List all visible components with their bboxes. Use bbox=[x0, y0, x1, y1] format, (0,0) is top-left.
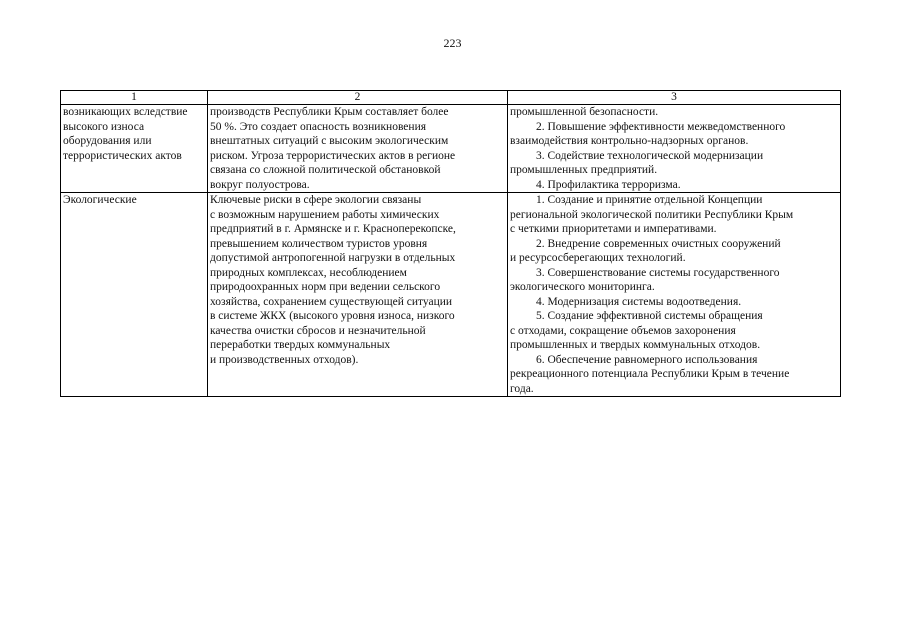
cell-text-line: промышленной безопасности. bbox=[510, 106, 659, 118]
cell-text-line: производств Республики Крым составляет более bbox=[210, 106, 449, 118]
cell-text-line: с четкими приоритетами и императивами. bbox=[510, 223, 717, 235]
risk-table bbox=[60, 90, 841, 397]
cell-text-line: и производственных отходов). bbox=[210, 353, 359, 366]
cell-text-line: взаимодействия контрольно-надзорных органов. bbox=[510, 135, 749, 147]
cell-text-line: региональной экологической политики Республики Крым bbox=[510, 208, 794, 221]
column-header: 1 bbox=[61, 91, 208, 105]
cell-text-line: промышленных предприятий. bbox=[510, 164, 658, 176]
cell-text-line: года. bbox=[510, 382, 534, 395]
table-row bbox=[61, 193, 841, 397]
cell-text-line: возникающих вследствие bbox=[63, 106, 188, 118]
cell-text-line: переработки твердых коммунальных bbox=[210, 339, 391, 351]
cell-text-line: 2. Повышение эффективности межведомственного bbox=[536, 120, 786, 133]
page-number: 223 bbox=[443, 36, 462, 50]
cell-text-line: 3. Совершенствование системы государственного bbox=[536, 266, 780, 279]
cell-text-line: связана со сложной политической обстановкой bbox=[210, 164, 441, 176]
cell-text-line: 3. Содействие технологической модернизации bbox=[536, 149, 764, 162]
table-cell-col3 bbox=[508, 105, 841, 193]
cell-text-line: промышленных и твердых коммунальных отходов. bbox=[510, 339, 761, 351]
cell-text-line: с возможным нарушением работы химических bbox=[210, 208, 440, 221]
cell-text-line: 4. Профилактика терроризма. bbox=[536, 178, 681, 191]
cell-text-line: риском. Угроза террористических актов в регионе bbox=[210, 149, 456, 162]
cell-text-line: природоохранных норм при ведении сельского bbox=[210, 281, 441, 293]
column-header: 3 bbox=[508, 91, 841, 105]
table-cell-col2 bbox=[208, 193, 508, 397]
table-cell-col3 bbox=[508, 193, 841, 397]
table-cell-col1 bbox=[61, 193, 208, 397]
table-row bbox=[61, 105, 841, 193]
cell-text-line: 50 %. Это создает опасность возникновения bbox=[210, 120, 427, 133]
cell-text-line: высокого износа bbox=[63, 120, 145, 133]
cell-text-line: рекреационного потенциала Республики Крым в течение bbox=[510, 368, 790, 380]
cell-text-line: 4. Модернизация системы водоотведения. bbox=[536, 295, 742, 308]
cell-text-line: и ресурсосберегающих технологий. bbox=[510, 252, 686, 264]
cell-text-line: 6. Обеспечение равномерного использования bbox=[536, 353, 758, 366]
cell-text-line: оборудования или bbox=[63, 135, 152, 147]
table-cell-col2 bbox=[208, 105, 508, 193]
cell-text-line: хозяйства, сохранением существующей ситуации bbox=[210, 295, 453, 308]
cell-text-line: с отходами, сокращение объемов захоронения bbox=[510, 324, 736, 337]
cell-text-line: 2. Внедрение современных очистных сооружений bbox=[536, 237, 781, 250]
cell-text-line: экологического мониторинга. bbox=[510, 281, 655, 293]
cell-text-line: в системе ЖКХ (высокого уровня износа, низкого bbox=[210, 310, 455, 322]
column-header: 2 bbox=[208, 91, 508, 105]
cell-text-line: превышением количеством туристов уровня bbox=[210, 237, 428, 250]
cell-text-line: предприятий в г. Армянске и г. Красноперекопске, bbox=[210, 223, 456, 235]
cell-text-line: вокруг полуострова. bbox=[210, 178, 310, 191]
cell-text-line: внештатных ситуаций с высоким экологическим bbox=[210, 135, 449, 147]
cell-text-line: 5. Создание эффективной системы обращения bbox=[536, 310, 763, 322]
table-cell-col1 bbox=[61, 105, 208, 193]
cell-text-line: 1. Создание и принятие отдельной Концепции bbox=[536, 194, 763, 206]
table-header-row bbox=[61, 91, 841, 105]
cell-text-line: Экологические bbox=[63, 194, 137, 206]
cell-text-line: допустимой антропогенной нагрузки в отдельных bbox=[210, 252, 456, 264]
cell-text-line: природных комплексах, несоблюдением bbox=[210, 266, 407, 279]
cell-text-line: Ключевые риски в сфере экологии связаны bbox=[210, 194, 422, 206]
cell-text-line: террористических актов bbox=[63, 149, 182, 162]
cell-text-line: качества очистки сбросов и незначительной bbox=[210, 324, 426, 337]
